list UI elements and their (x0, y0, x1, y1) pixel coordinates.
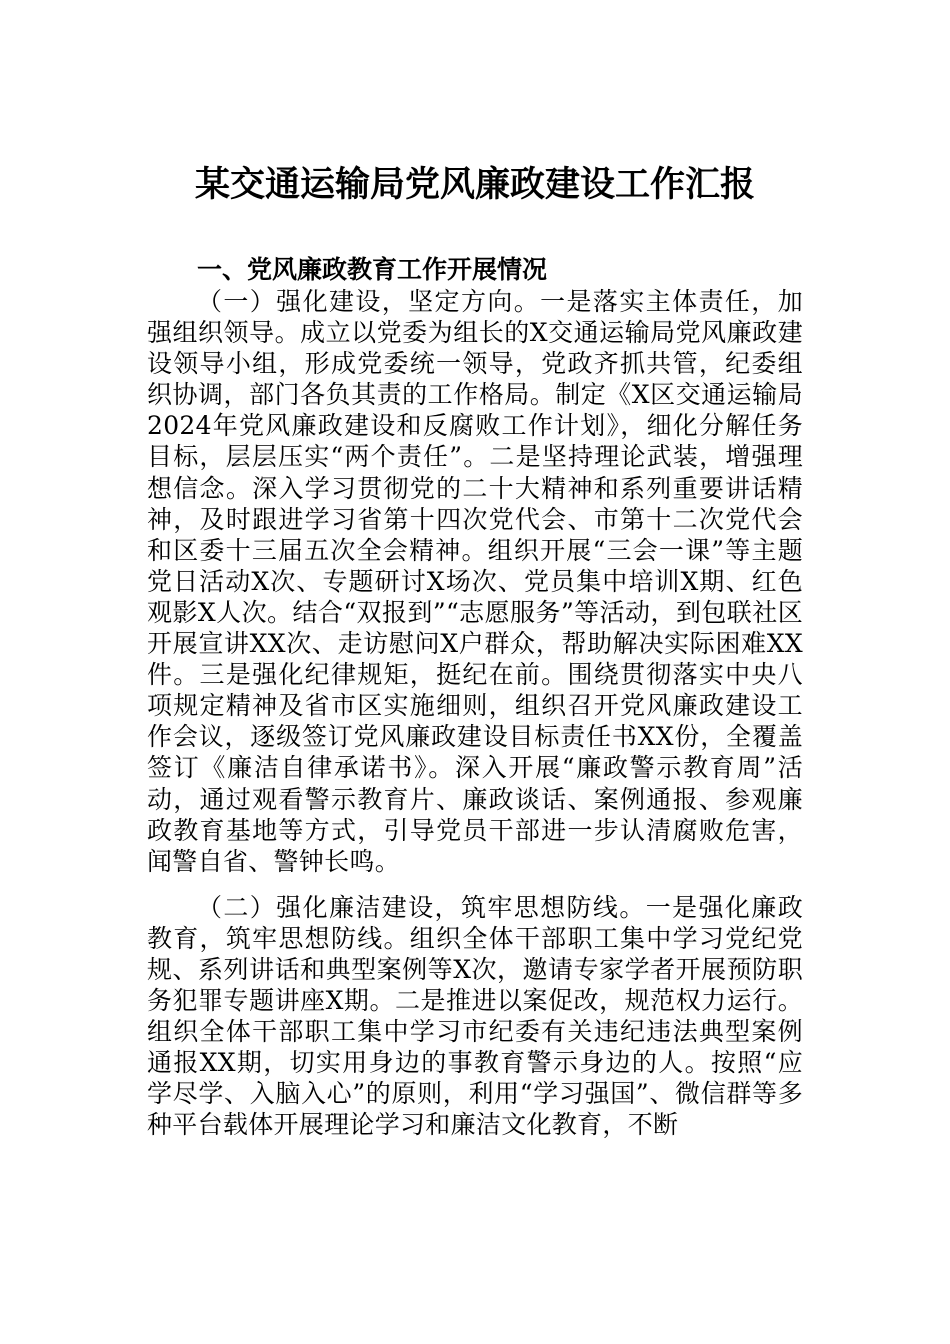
paragraph-2: （二）强化廉洁建设，筑牢思想防线。一是强化廉政教育，筑牢思想防线。组织全体干部职工集中学习党纪党规、系列讲话和典型案例等X次，邀请专家学者开展预防职务犯罪专题讲座X期。二是推进以案促改，规范权力运行。组织全体干部职工集中学习市纪委有关违纪违法典型案例通报XX期，切实用身边的事教育警示身边的人。按照“应学尽学、入脑入心”的原则，利用“学习强国”、微信群等多种平台载体开展理论学习和廉洁文化教育，不断 (147, 892, 803, 1140)
paragraph-1: （一）强化建设，坚定方向。一是落实主体责任，加强组织领导。成立以党委为组长的X交通运输局党风廉政建设领导小组，形成党委统一领导，党政齐抓共管，纪委组织协调，部门各负其责的工作格局。制定《X区交通运输局2024年党风廉政建设和反腐败工作计划》，细化分解任务目标，层层压实“两个责任”。二是坚持理论武装，增强理想信念。深入学习贯彻党的二十大精神和系列重要讲话精神，及时跟进学习省第十四次党代会、市第十二次党代会和区委十三届五次全会精神。组织开展“三会一课”等主题党日活动X次、专题研讨X场次、党员集中培训X期、红色观影X人次。结合“双报到”“志愿服务”等活动，到包联社区开展宣讲XX次、走访慰问X户群众，帮助解决实际困难XX件。三是强化纪律规矩，挺纪在前。围绕贯彻落实中央八项规定精神及省市区实施细则，组织召开党风廉政建设工作会议，逐级签订党风廉政建设目标责任书XX份，全覆盖签订《廉洁自律承诺书》。深入开展“廉政警示教育周”活动，通过观看警示教育片、廉政谈话、案例通报、参观廉政教育基地等方式，引导党员干部进一步认清腐败危害，闻警自省、警钟长鸣。 (147, 287, 803, 876)
document-body (147, 254, 803, 1141)
document-title: 某交通运输局党风廉政建设工作汇报 (194, 164, 755, 205)
section-heading: 一、党风廉政教育工作开展情况 (197, 255, 548, 284)
